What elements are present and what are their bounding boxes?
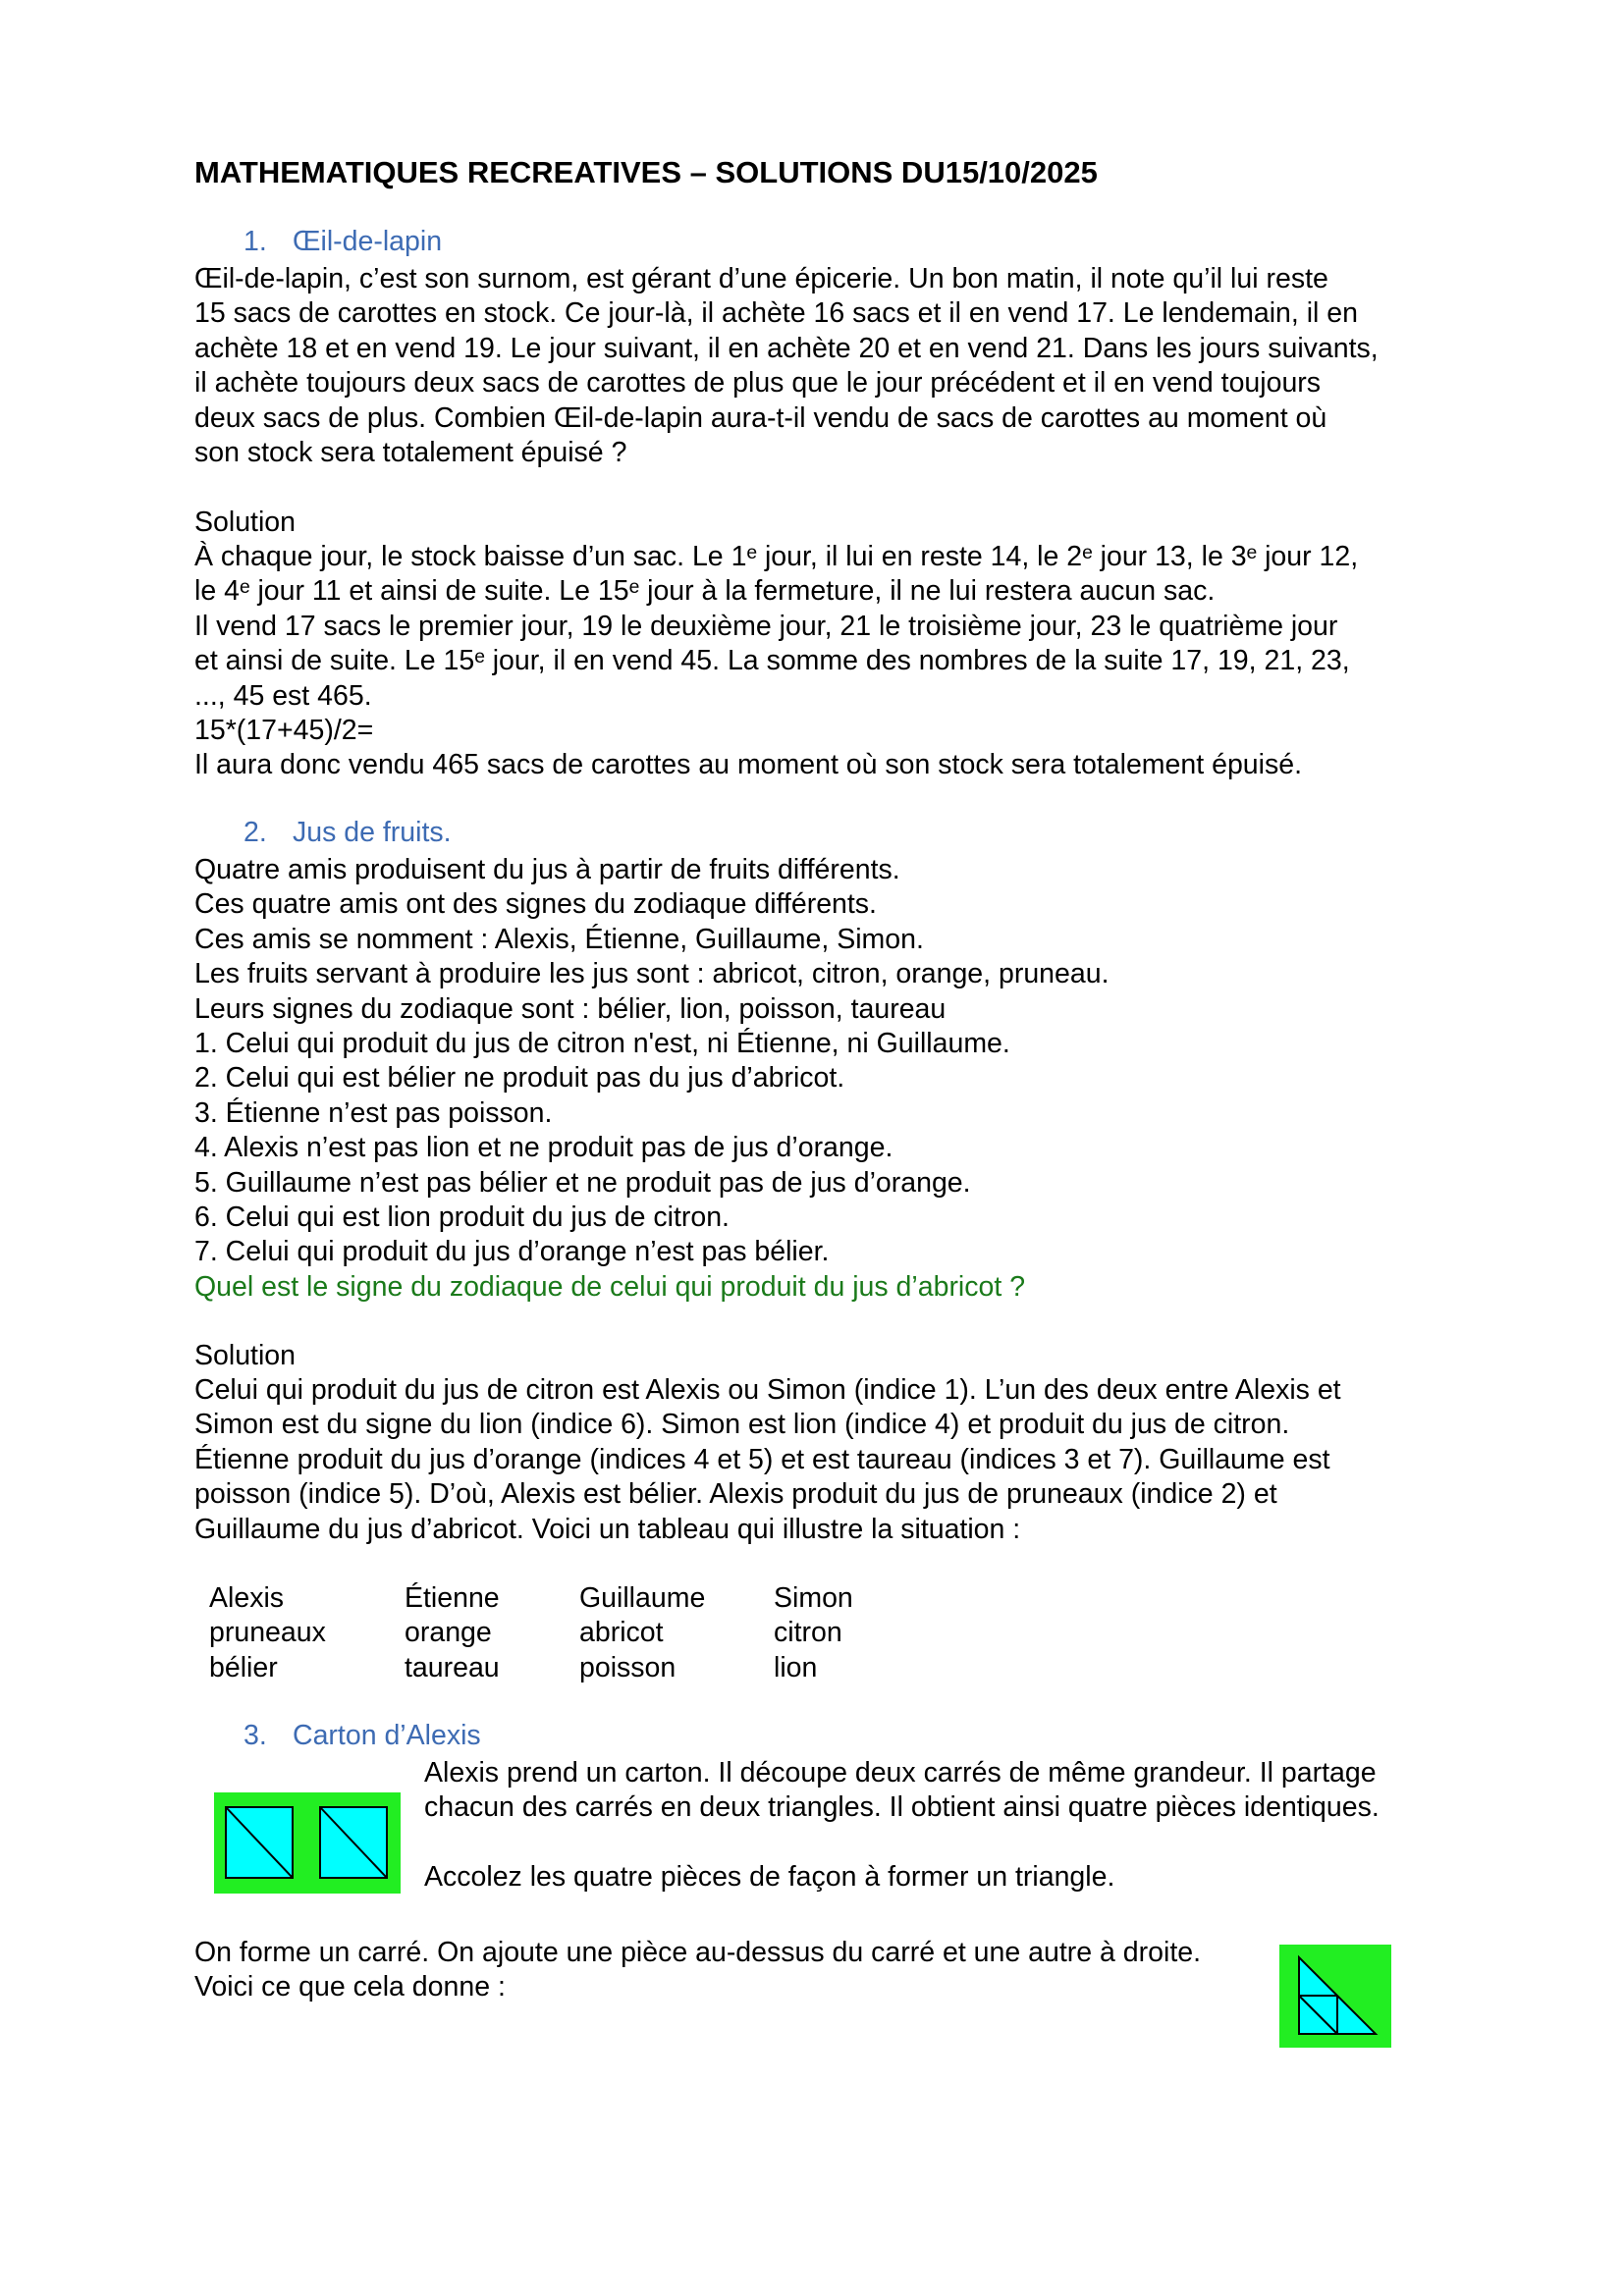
text-line: Guillaume du jus d’abricot. Voici un tableau qui illustre la situation : — [194, 1513, 1021, 1545]
text-line: Accolez les quatre pièces de façon à former un triangle. — [424, 1861, 1115, 1894]
text-line: Simon est du signe du lion (indice 6). Simon est lion (indice 4) et produit du jus de citron. — [194, 1409, 1290, 1441]
text-line: Il vend 17 sacs le premier jour, 19 le deuxième jour, 21 le troisième jour, 23 le quatrième jour — [194, 610, 1338, 642]
text-line: Alexis prend un carton. Il découpe deux carrés de même grandeur. Il partage — [424, 1757, 1377, 1789]
triangle-solution-figure — [1279, 1945, 1391, 2048]
table-cell: Alexis — [209, 1582, 285, 1614]
section-1-problem — [194, 262, 1439, 470]
table-cell: citron — [774, 1617, 842, 1649]
text-line — [424, 1826, 1445, 1860]
text-line: 6. Celui qui est lion produit du jus de citron. — [194, 1201, 730, 1234]
table-cell: Étienne — [405, 1582, 500, 1614]
section-1-solution — [194, 540, 1439, 783]
text-line: 1. Celui qui produit du jus de citron n'est, ni Étienne, ni Guillaume. — [194, 1028, 1010, 1060]
solution-label: Solution — [194, 1340, 296, 1371]
text-line: 5. Guillaume n’est pas bélier et ne produit pas de jus d’orange. — [194, 1166, 971, 1199]
text-line: 7. Celui qui produit du jus d’orange n’est pas bélier. — [194, 1236, 830, 1268]
text-line: achète 18 et en vend 19. Le jour suivant, il en achète 20 et en vend 21. Dans les jours suivants, — [194, 332, 1379, 364]
text-line: poisson (indice 5). D’où, Alexis est bélier. Alexis produit du jus de pruneaux (indice 2) et — [194, 1478, 1277, 1511]
text-line: deux sacs de plus. Combien Œil-de-lapin aura-t-il vendu de sacs de carottes au moment où — [194, 401, 1327, 434]
text-line: Leurs signes du zodiaque sont : bélier, lion, poisson, taureau — [194, 992, 947, 1025]
text-line: On forme un carré. On ajoute une pièce au-dessus du carré et une autre à droite. — [194, 1937, 1202, 1968]
section-2-title: Jus de fruits. — [293, 817, 452, 848]
text-line: son stock sera totalement épuisé ? — [194, 437, 627, 469]
text-line: 4. Alexis n’est pas lion et ne produit pas de jus d’orange. — [194, 1132, 893, 1164]
section-3-solution — [194, 1936, 1439, 2005]
text-line: ..., 45 est 465. — [194, 679, 372, 712]
text-line: et ainsi de suite. Le 15ᵉ jour, il en vend 45. La somme des nombres de la suite 17, 19, 21, 23, — [194, 645, 1350, 677]
section-1-number: 1. — [244, 226, 267, 257]
section-3-number: 3. — [244, 1720, 267, 1751]
table-cell: Guillaume — [579, 1582, 706, 1614]
table-cell: lion — [774, 1651, 818, 1683]
section-1-heading — [244, 226, 442, 258]
table-cell: orange — [405, 1617, 492, 1649]
section-2-solution-label — [194, 1339, 1439, 1373]
text-line: Voici ce que cela donne : — [194, 1971, 506, 2003]
text-line: Œil-de-lapin, c’est son surnom, est gérant d’une épicerie. Un bon matin, il note qu’il lui reste — [194, 263, 1328, 294]
section-2-solution — [194, 1373, 1439, 1547]
solution-table — [209, 1581, 892, 1685]
text-line: Étienne produit du jus d’orange (indices 4 et 5) et est taureau (indices 3 et 7). Guillaume est — [194, 1443, 1330, 1475]
table-cell: taureau — [405, 1651, 500, 1683]
text-line: Il aura donc vendu 465 sacs de carottes au moment où son stock sera totalement épuisé. — [194, 749, 1302, 781]
section-1-solution-label — [194, 506, 1439, 540]
table-cell: poisson — [579, 1651, 677, 1683]
text-line: 3. Étienne n’est pas poisson. — [194, 1096, 553, 1129]
table-cell: pruneaux — [209, 1617, 326, 1649]
table-cell: Simon — [774, 1582, 853, 1614]
text-line: 15 sacs de carottes en stock. Ce jour-là, il achète 16 sacs et il en vend 17. Le lendemain, il en — [194, 297, 1359, 330]
text-line: Ces amis se nomment : Alexis, Étienne, Guillaume, Simon. — [194, 923, 924, 955]
text-line: À chaque jour, le stock baisse d’un sac. Le 1ᵉ jour, il lui en reste 14, le 2ᵉ jour 13, le 3ᵉ jour 12, — [194, 541, 1359, 572]
section-2-heading — [244, 817, 452, 849]
section-1-title: Œil-de-lapin — [293, 226, 443, 257]
text-line: 15*(17+45)/2= — [194, 715, 374, 747]
text-line: Ces quatre amis ont des signes du zodiaque différents. — [194, 888, 877, 921]
table-cell: bélier — [209, 1651, 278, 1683]
text-line: chacun des carrés en deux triangles. Il obtient ainsi quatre pièces identiques. — [424, 1791, 1380, 1824]
text-line: le 4ᵉ jour 11 et ainsi de suite. Le 15ᵉ jour à la fermeture, il ne lui restera aucun sac. — [194, 575, 1216, 608]
page-title: MATHEMATIQUES RECREATIVES – SOLUTIONS DU15/10/2025 — [194, 155, 1098, 189]
section-2-number: 2. — [244, 817, 267, 848]
section-3-problem — [424, 1756, 1445, 1896]
text-line: Quatre amis produisent du jus à partir de fruits différents. — [194, 854, 900, 885]
table-cell: abricot — [579, 1617, 664, 1649]
solution-label: Solution — [194, 507, 296, 538]
text-line: Les fruits servant à produire les jus sont : abricot, citron, orange, pruneau. — [194, 958, 1110, 990]
question-line: Quel est le signe du zodiaque de celui qui produit du jus d’abricot ? — [194, 1270, 1026, 1303]
two-squares-figure — [214, 1792, 401, 1894]
section-3-heading — [244, 1720, 481, 1752]
text-line: 2. Celui qui est bélier ne produit pas du jus d’abricot. — [194, 1062, 845, 1095]
text-line: il achète toujours deux sacs de carottes de plus que le jour précédent et il en vend toujours — [194, 367, 1322, 400]
section-2-problem — [194, 853, 1439, 1305]
text-line: Celui qui produit du jus de citron est Alexis ou Simon (indice 1). L’un des deux entre Alexis et — [194, 1374, 1341, 1406]
section-3-title: Carton d’Alexis — [293, 1720, 481, 1751]
